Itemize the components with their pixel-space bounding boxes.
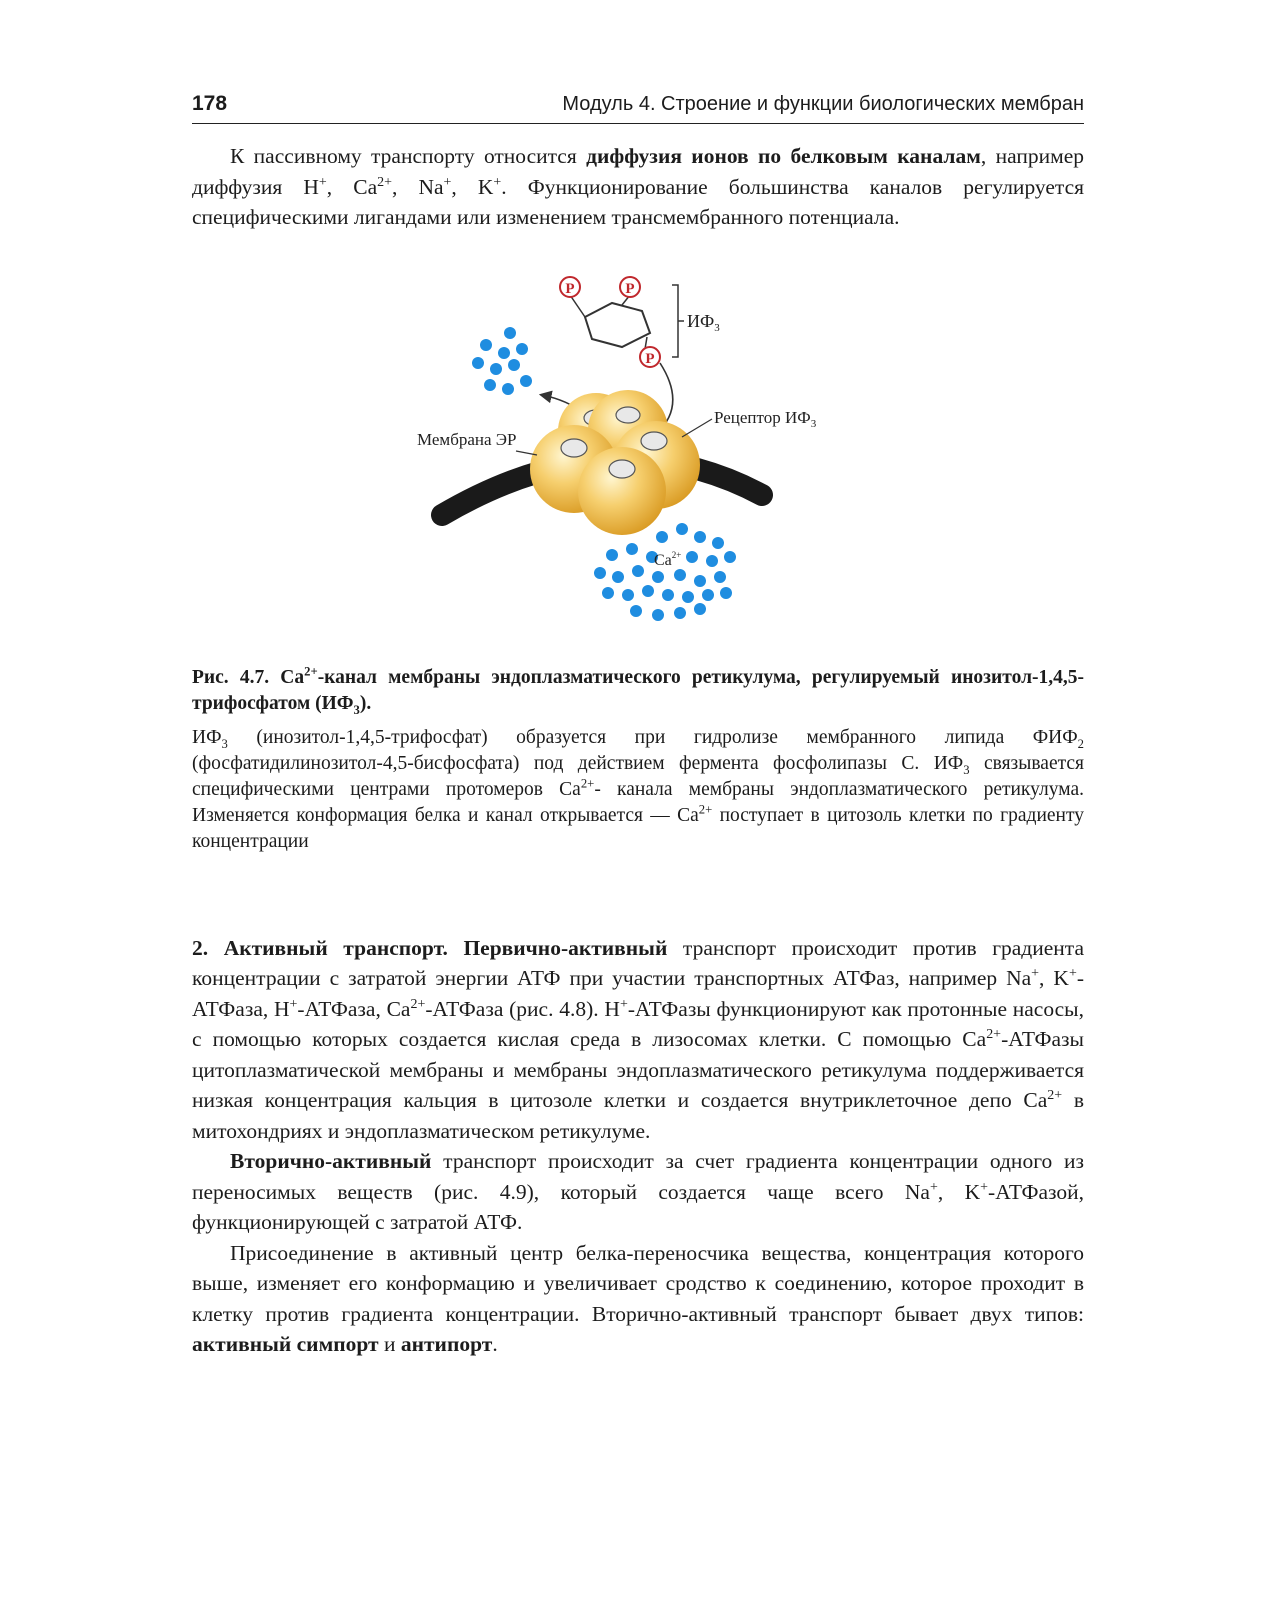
ca-channel-illustration — [192, 245, 1084, 665]
ip3-receptor-channel — [530, 390, 700, 535]
running-header — [192, 92, 1084, 124]
phosphate-icon — [560, 277, 580, 297]
figure-4-7 — [192, 245, 1084, 665]
page-number: 178 — [192, 92, 228, 115]
label-ca-ion: $Ca^{2+}$ — [654, 549, 682, 569]
phosphate-icon — [640, 347, 660, 367]
bold-term: 2. Активный транспорт. Первично-активный — [192, 935, 668, 960]
bold-term: активный симпорт — [192, 1332, 379, 1356]
bold-term: диффузия ионов по белковым каналам — [586, 144, 981, 168]
figure-caption — [192, 665, 1084, 717]
bold-term: антипорт — [400, 1332, 493, 1356]
label-membrane: Мембрана ЭР — [417, 429, 517, 449]
secondary-active-paragraph: Вторично-активный транспорт происходит за счет градиента концентрации одного из переносимых веществ (рис. 4.9), который создается чаще всего Na+, K+-АТФазой, функционирующей с затратой АТФ. — [192, 1149, 1085, 1234]
running-header-title: Модуль 4. Строение и функции биологических мембран — [562, 93, 1084, 115]
symport-antiport-paragraph: Присоединение в активный центр белка-переносчика вещества, концентрация которого выше, изменяет его конформацию и увеличивает сродство к соединению, которое проходит в клетку против градиента концентрации. Вторично-активный транспорт бывает двух типов: активный симпорт и антипорт. — [192, 1240, 1084, 1356]
inositol-trisphosphate — [560, 277, 720, 367]
intro-paragraph: К пассивному транспорту относится диффузия ионов по белковым каналам, например диффузия Н+, $Са^{2+}$, Na+, K+. Функционирование большинства каналов регулируется специфическими лигандами или изменением трансмембранного потенциала. — [192, 144, 1085, 229]
label-if3: $ИФ_3$ — [687, 310, 720, 334]
label-receptor: Рецептор $ИФ_3$ — [714, 407, 817, 430]
svg-text:P: P — [565, 280, 575, 297]
active-transport-paragraph: 2. Активный транспорт. Первично-активный транспорт происходит против градиента концентрации с затратой энергии АТФ при участии транспортных АТФаз, например Na+, K+-АТФаза, Н+-АТФаза, $Са^{2+}$-АТФаза (рис. 4.8). Н+-АТФазы функционируют как протонные насосы, с помощью которых создается кислая среда в лизосомах клетки. С помощью $Са^{2+}$-АТФазы цитоплазматической мембраны и мембраны эндоплазматического ретикулума поддерживается низкая концентрация кальция в цитозоле клетки и создается внутриклеточное депо $Са^{2+}$ в митохондриях и эндоплазматическом ретикулуме. — [192, 935, 1085, 1143]
caption-title: Рис. 4.7. $Са^{2+}$-канал мембраны эндоплазматического ретикулума, регулируемый инозитол-1,4,5-трифосфатом $(ИФ_3)$. — [192, 664, 1084, 717]
released-ca-ions — [472, 327, 532, 395]
lumen-ca-ions — [594, 523, 736, 621]
phosphate-icon — [620, 277, 640, 297]
if3-bracket — [672, 285, 684, 357]
svg-text:P: P — [625, 280, 635, 297]
book-page — [192, 92, 1084, 1360]
bold-term: Вторично-активный — [230, 1149, 432, 1173]
svg-text:P: P — [645, 350, 655, 367]
caption-description: $ИФ_3$ (инозитол-1,4,5-трифосфат) образуется при гидролизе мембранного липида $ФИФ_2$ (фосфатидилинозитол-4,5-бисфосфата) под действием фермента фосфолипазы С. $ИФ_3$ связывается специфическими центрами протомеров $Са^{2+}-$ канала мембраны эндоплазматического ретикулума. Изменяется конформация белка и канал открывается — $Са^{2+}$ поступает в цитозоль клетки по градиенту концентрации — [192, 726, 1084, 852]
